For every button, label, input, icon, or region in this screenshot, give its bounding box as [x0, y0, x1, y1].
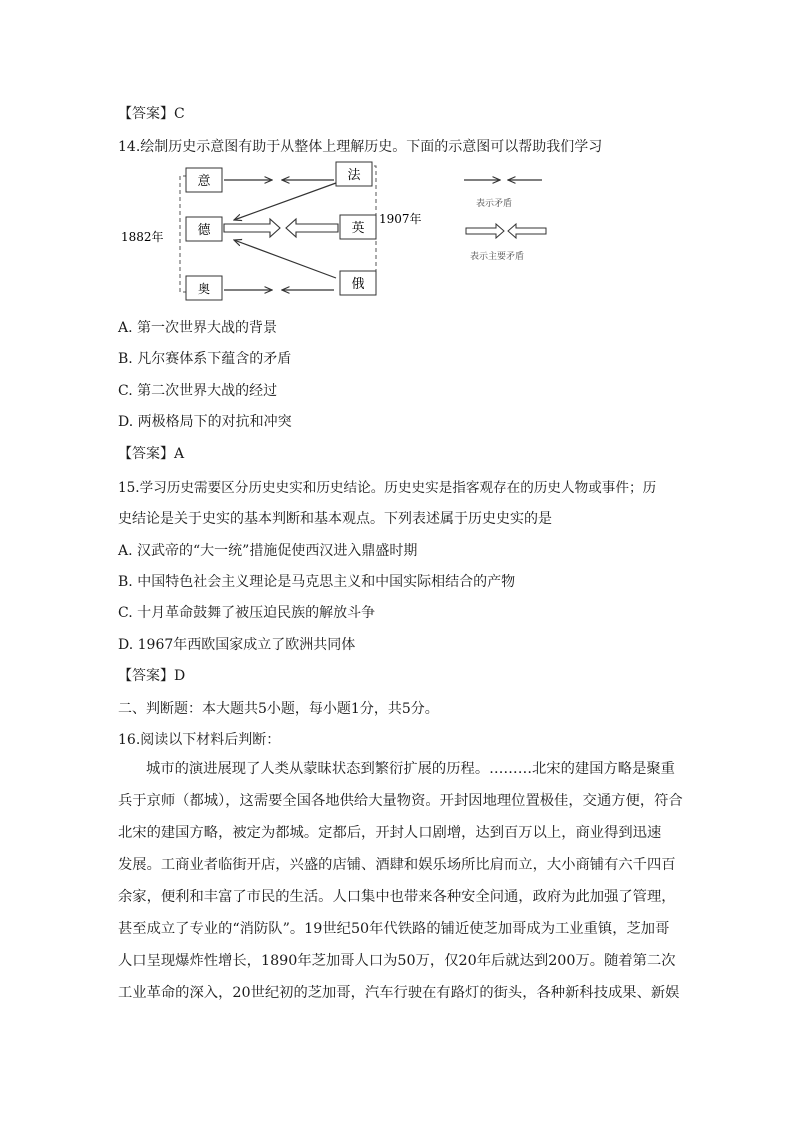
year-left-label: 1882年 [121, 230, 164, 244]
question-15-stem-line1: 15.学习历史需要区分历史史实和历史结论。历史史实是指客观存在的历史人物或事件；历 [118, 480, 657, 496]
q14-option-b: B. 凡尔赛体系下蕴含的矛盾 [118, 351, 292, 367]
reading-passage [118, 759, 683, 1015]
q15-option-b: B. 中国特色社会主义理论是马克思主义和中国实际相结合的产物 [118, 574, 516, 590]
section-2-heading: 二、判断题：本大题共5小题，每小题1分，共5分。 [118, 701, 439, 717]
passage-line: 城市的演进展现了人类从蒙昧状态到繁衍扩展的历程。………北宋的建国方略是聚重 [146, 761, 675, 777]
legend-main-conflict-label: 表示主要矛盾 [470, 252, 525, 262]
answer-14: 【答案】A [118, 446, 185, 462]
q14-option-d: D. 两极格局下的对抗和冲突 [118, 414, 292, 430]
country-germany: 德 [197, 223, 211, 238]
q15-option-a: A. 汉武帝的“大一统”措施促使西汉进入鼎盛时期 [118, 543, 418, 559]
q14-option-a: A. 第一次世界大战的背景 [118, 320, 278, 336]
q15-option-c: C. 十月革命鼓舞了被压迫民族的解放斗争 [118, 605, 376, 621]
country-russia: 俄 [351, 277, 365, 292]
country-france: 法 [347, 168, 361, 183]
q15-option-d: D. 1967年西欧国家成立了欧洲共同体 [118, 637, 356, 653]
legend-conflict-label: 表示矛盾 [476, 199, 513, 209]
answer-13: 【答案】C [118, 106, 185, 122]
passage-line: 发展。工商业者临街开店，兴盛的店铺、酒肆和娱乐场所比肩而立，大小商铺有六千四百 [118, 857, 676, 873]
alliance-diagram [0, 160, 794, 310]
answer-15: 【答案】D [118, 668, 186, 684]
q14-option-c: C. 第二次世界大战的经过 [118, 383, 278, 399]
year-right-label: 1907年 [379, 212, 422, 226]
question-14-stem: 14.绘制历史示意图有助于从整体上理解历史。下面的示意图可以帮助我们学习 [118, 139, 603, 155]
passage-line: 人口呈现爆炸性增长，1890年芝加哥人口为50万，仅20年后就达到200万。随着第二次 [118, 953, 676, 969]
country-britain: 英 [351, 221, 365, 236]
country-austria: 奥 [197, 282, 211, 296]
passage-line: 北宋的建国方略，被定为都城。定都后，开封人口剧增，达到百万以上，商业得到迅速 [118, 825, 662, 841]
question-15-stem-line2: 史结论是关于史实的基本判断和基本观点。下列表述属于历史史实的是 [118, 511, 552, 527]
passage-line: 余家，便利和丰富了市民的生活。人口集中也带来各种安全问通，政府为此加强了管理， [118, 889, 676, 905]
passage-line: 甚至成立了专业的“消防队”。19世纪50年代铁路的铺近使芝加哥成为工业重镇，芝加哥 [118, 921, 670, 937]
passage-line: 工业革命的深入，20世纪初的芝加哥，汽车行驶在有路灯的街头，各种新科技成果、新娱 [118, 985, 680, 1001]
country-italy: 意 [197, 174, 211, 189]
passage-line: 兵于京师（都城），这需要全国各地供给大量物资。开封因地理位置极佳，交通方便，符合 [118, 793, 683, 809]
question-16-stem: 16.阅读以下材料后判断： [118, 732, 281, 748]
